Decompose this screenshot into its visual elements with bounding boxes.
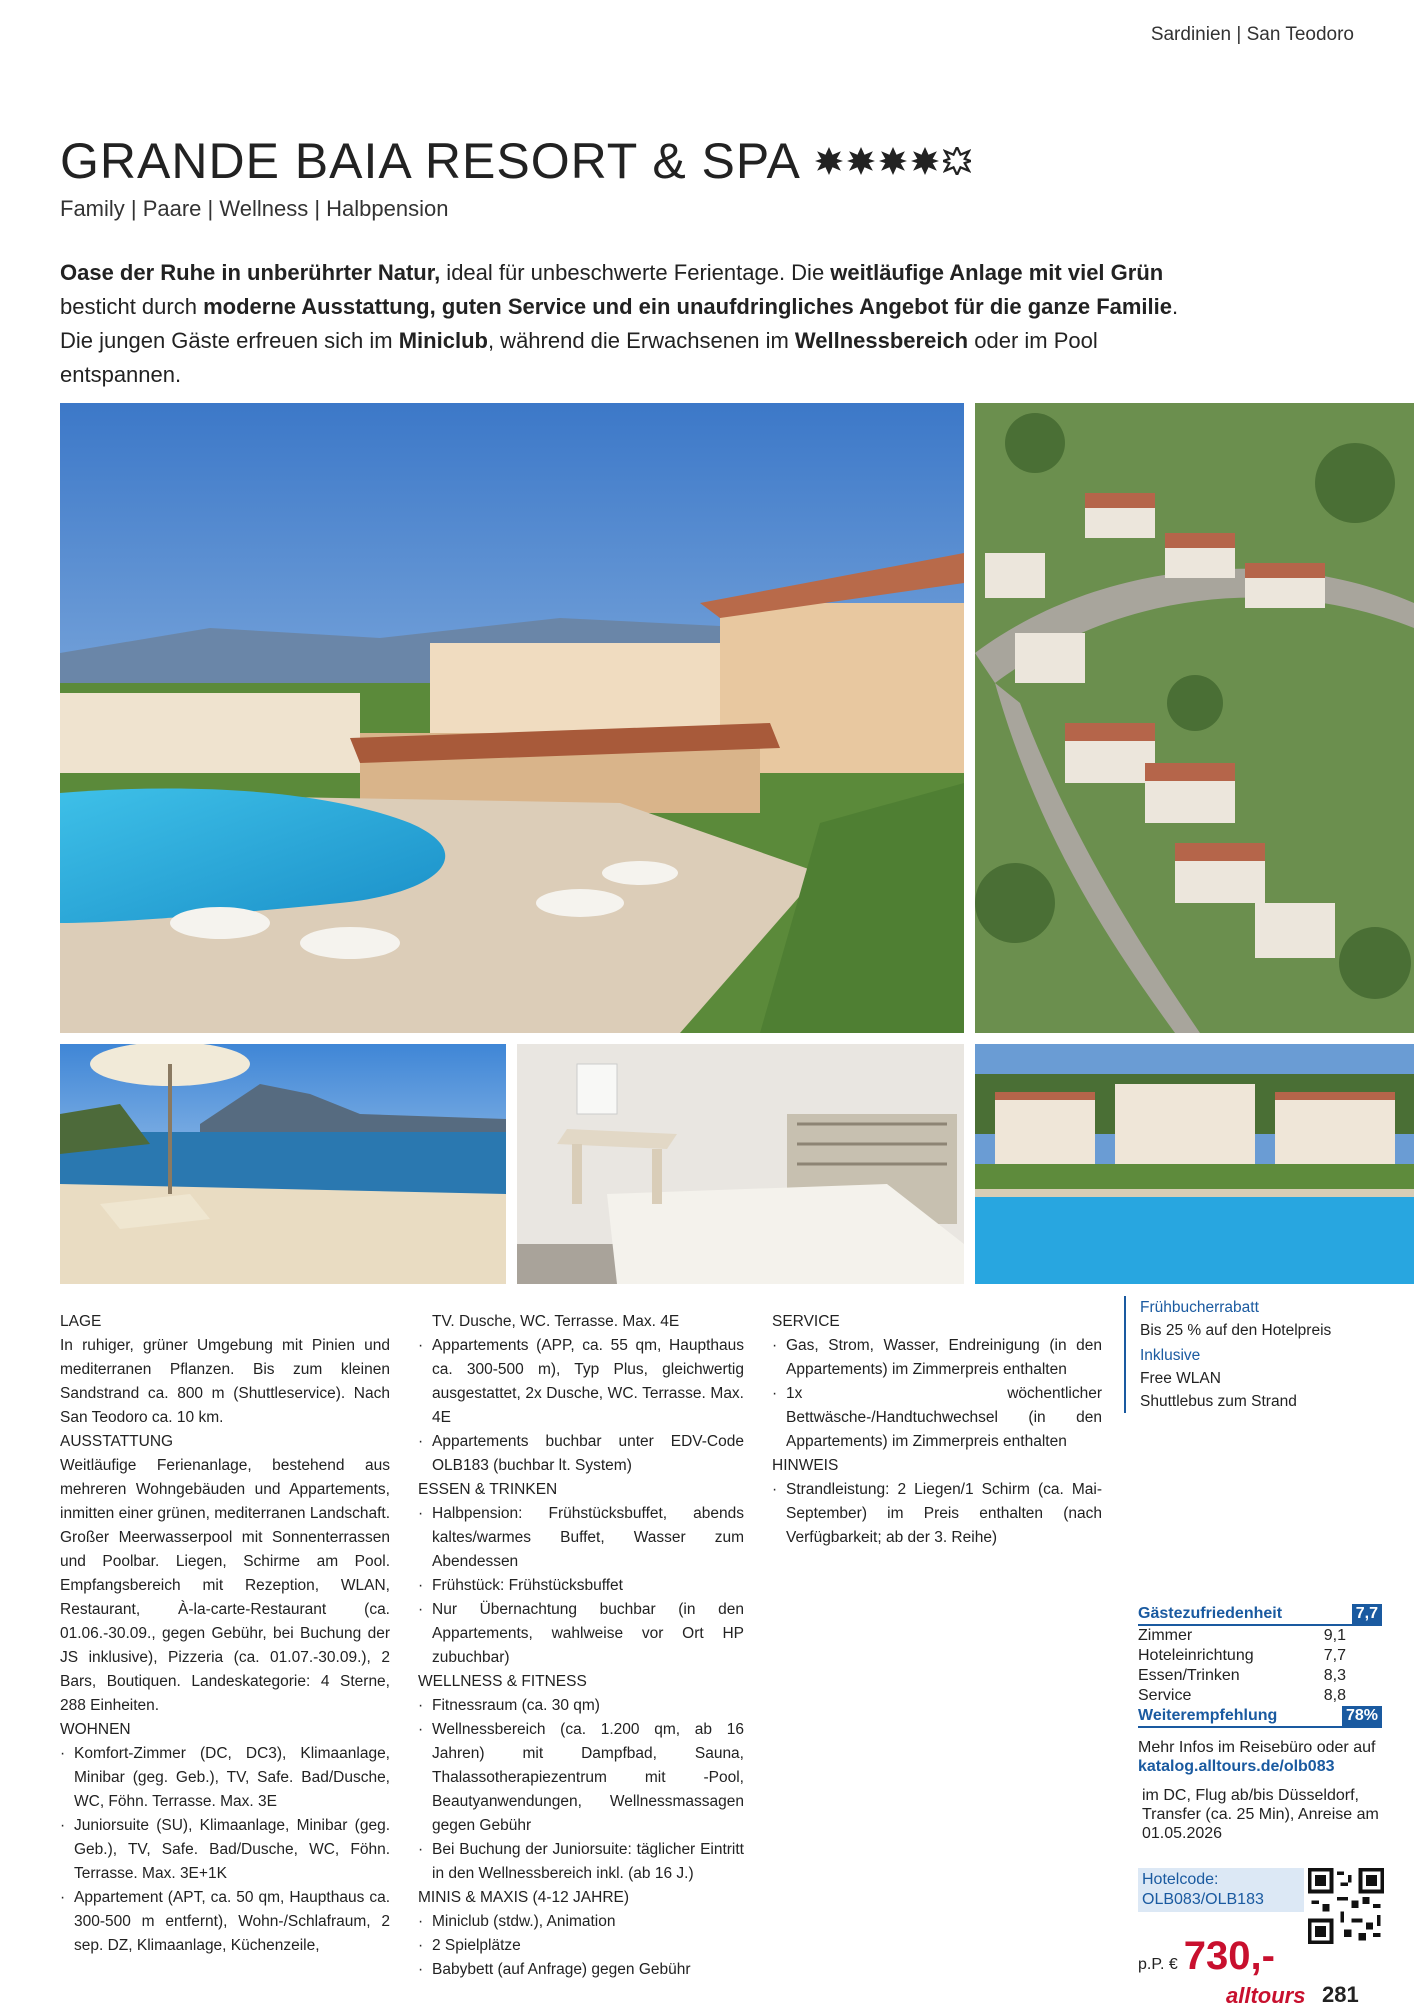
minis-age: (4-12 JAHRE) [528,1889,630,1906]
list-item: · Babybett (auf Anfrage) gegen Gebühr [418,1958,744,1982]
breadcrumb: Sardinien | San Teodoro [1150,24,1354,45]
section-heading-minis [418,1886,744,1910]
list-item: · Bei Buchung der Juniorsuite: täglicher Eintritt in den Wellnessbereich inkl. (ab 16 J.) [418,1838,744,1886]
list-item: · Juniorsuite (SU), Klimaanlage, Minibar (geg. Geb.), TV, Safe. Bad/Dusche, WC, Föhn. Terrasse. Max. 3E+1K [60,1814,390,1886]
wohnen-list-continued [418,1334,744,1478]
section-heading-wellness: WELLNESS & FITNESS [418,1673,587,1690]
star-rating [815,147,971,175]
list-item: · Gas, Strom, Wasser, Endreinigung (in den Appartements) im Zimmerpreis enthalten [772,1334,1102,1382]
intro-bold: Wellnessbereich [794,328,969,353]
hinweis-list [772,1478,1102,1550]
superior-star-icon [943,147,971,175]
guest-rating-box [1138,1604,1382,1843]
section-heading-essen: ESSEN & TRINKEN [418,1481,558,1498]
hotel-tags: Family | Paare | Wellness | Halbpension [60,196,449,221]
hotel-code [1138,1868,1304,1912]
list-item: · Appartements buchbar unter EDV-Code OLB183 (buchbar lt. System) [418,1430,744,1478]
star-icon [911,147,939,175]
photo-aerial-view [975,403,1414,1033]
rating-label: Service [1138,1687,1192,1704]
intro-text-span: ideal für unbeschwerte Ferientage. Die [440,260,831,285]
star-icon [847,147,875,175]
section-heading-hinweis: HINWEIS [772,1457,839,1474]
rating-label: Zimmer [1138,1627,1193,1644]
intro-text-span: . Die jungen Gäste erfreuen sich im [60,294,1179,353]
hotel-code-value: OLB083/OLB183 [1142,1891,1264,1908]
rating-row [1138,1686,1382,1706]
inclusive-item: Shuttlebus zum Strand [1140,1393,1297,1410]
minis-list [418,1910,744,1982]
wellness-list [418,1694,744,1886]
list-item: · Appartement (APT, ca. 50 qm, Haupthaus ca. 300-500 m entfernt), Wohn-/Schlafraum, 2 sep. DZ, Klimaanlage, Küchenzeile, [60,1886,390,1958]
essen-list [418,1502,744,1670]
intro-text-span: besticht durch [60,294,204,319]
inclusive-item: Free WLAN [1140,1370,1221,1387]
minis-heading: MINIS & MAXIS [418,1889,529,1906]
section-text-ausstattung: Weitläufige Ferienanlage, bestehend aus mehreren Wohngebäuden und Appartements, inmitten einer grünen, mediterranen Landschaft. Großer Meerwasserpool mit Sonnenterrassen und Poolbar. Liegen, Schirme am Pool. Empfangsbereich mit Rezeption, WLAN, Restaurant, À-la-carte-Restaurant (ca. 01.06.-30.09., gegen Gebühr, bei Buchung der JS inklusive), Pizzeria (ca. 01.07.-30.09.), 2 Bars, Boutiquen. Landeskategorie: 4 Sterne, 288 Einheiten. [60,1457,391,1714]
early-booking-heading: Frühbucherrabatt [1140,1299,1259,1316]
hotel-name: GRANDE BAIA RESORT & SPA [60,133,801,189]
list-item: · Strandleistung: 2 Liegen/1 Schirm (ca. Mai-September) im Preis enthalten (nach Verfügbarkeit; ab der 3. Reihe) [772,1478,1102,1550]
column-lage-ausstattung [60,1310,390,1958]
recommendation-badge: 78% [1342,1706,1382,1726]
list-item: · Halbpension: Frühstücksbuffet, abends kaltes/warmes Buffet, Wasser zum Abendessen [418,1502,744,1574]
intro-bold: weitläufige Anlage mit viel Grün [830,260,1164,285]
recommendation-row [1138,1706,1382,1728]
photo-pool-resort [60,403,964,1033]
intro-text-span: , während die Erwachsenen im [487,328,795,353]
section-heading-lage: LAGE [60,1313,102,1330]
list-item: · Nur Übernachtung buchbar (in den Appartements, wahlweise vor Ort HP zubuchbar) [418,1598,744,1670]
photo-room [517,1044,964,1284]
rating-row [1138,1646,1382,1666]
section-heading-ausstattung: AUSSTATTUNG [60,1433,174,1450]
list-item: · Komfort-Zimmer (DC, DC3), Klimaanlage, Minibar (geg. Geb.), TV, Safe. Bad/Dusche, WC, Föhn. Terrasse. Max. 3E [60,1742,390,1814]
list-item: · Wellnessbereich (ca. 1.200 qm, ab 16 Jahren) mit Dampfbad, Sauna, Thalassotherapiezentrum mit -Pool, Beautyanwendungen, Wellnessmassagen gegen Gebühr [418,1718,744,1838]
list-item: · 1x wöchentlicher Bettwäsche-/Handtuchwechsel (in den Appartements) im Zimmerpreis enthalten [772,1382,1102,1454]
early-booking-text: Bis 25 % auf den Hotelpreis [1140,1322,1332,1339]
photo-pool-buildings [975,1044,1414,1284]
section-text-lage: In ruhiger, grüner Umgebung mit Pinien und mediterranen Pflanzen. Bis zum kleinen Sandstrand ca. 800 m (Shuttleservice). Nach San Teodoro ca. 10 km. [60,1337,390,1426]
rating-title: Gästezufriedenheit [1138,1605,1283,1622]
price [1138,1934,1275,1979]
photo-beach [60,1044,506,1284]
more-info-link[interactable]: katalog.alltours.de/olb083 [1138,1758,1335,1775]
brand-logo: alltours [1226,1983,1306,2008]
inclusive-heading: Inklusive [1140,1347,1201,1364]
rating-row [1138,1666,1382,1686]
list-item: · 2 Spielplätze [418,1934,744,1958]
continued-text: TV. Dusche, WC. Terrasse. Max. 4E [432,1313,680,1330]
list-item: · Fitnessraum (ca. 30 qm) [418,1694,744,1718]
rating-value: 9,1 [1323,1627,1346,1644]
rating-value: 8,3 [1323,1667,1346,1684]
column-wohnen-essen-wellness [418,1310,744,1982]
hotel-code-label: Hotelcode: [1142,1871,1219,1888]
qr-code-icon[interactable] [1308,1868,1384,1944]
intro-bold: Miniclub [398,328,488,353]
rating-score-badge: 7,7 [1352,1604,1382,1624]
intro-text [60,256,1180,392]
intro-text-span: oder im Pool entspannen. [60,328,1098,387]
intro-bold: Oase der Ruhe in unberührter Natur, [60,260,441,285]
rating-row [1138,1626,1382,1646]
star-icon [879,147,907,175]
offer-sidebar [1124,1296,1370,1413]
rating-label: Hoteleinrichtung [1138,1647,1254,1664]
section-heading-service: SERVICE [772,1313,840,1330]
star-icon [815,147,843,175]
recommendation-label: Weiterempfehlung [1138,1707,1278,1724]
rating-header [1138,1604,1382,1626]
rating-label: Essen/Trinken [1138,1667,1240,1684]
list-item: · Frühstück: Frühstücksbuffet [418,1574,744,1598]
rating-value: 8,8 [1323,1687,1346,1704]
list-item: · Miniclub (stdw.), Animation [418,1910,744,1934]
page-number: 281 [1322,1982,1359,2007]
price-prefix: p.P. € [1138,1956,1178,1973]
more-info-text: Mehr Infos im Reisebüro oder auf [1138,1739,1376,1756]
service-list [772,1334,1102,1454]
list-item: · Appartements (APP, ca. 55 qm, Haupthaus ca. 300-500 m), Typ Plus, gleichwertig ausgestattet, 2x Dusche, WC. Terrasse. Max. 4E [418,1334,744,1430]
intro-bold: moderne Ausstattung, guten Service und ein unaufdringliches Angebot für die ganze Familie [203,294,1173,319]
rating-value: 7,7 [1323,1647,1346,1664]
page-title [60,132,971,190]
price-value: 730,- [1183,1934,1275,1978]
column-service-hinweis [772,1310,1102,1550]
travel-info: im DC, Flug ab/bis Düsseldorf, Transfer (ca. 25 Min), Anreise am 01.05.2026 [1142,1787,1379,1842]
wohnen-list [60,1742,390,1958]
section-heading-wohnen: WOHNEN [60,1721,131,1738]
more-info [1138,1738,1382,1776]
